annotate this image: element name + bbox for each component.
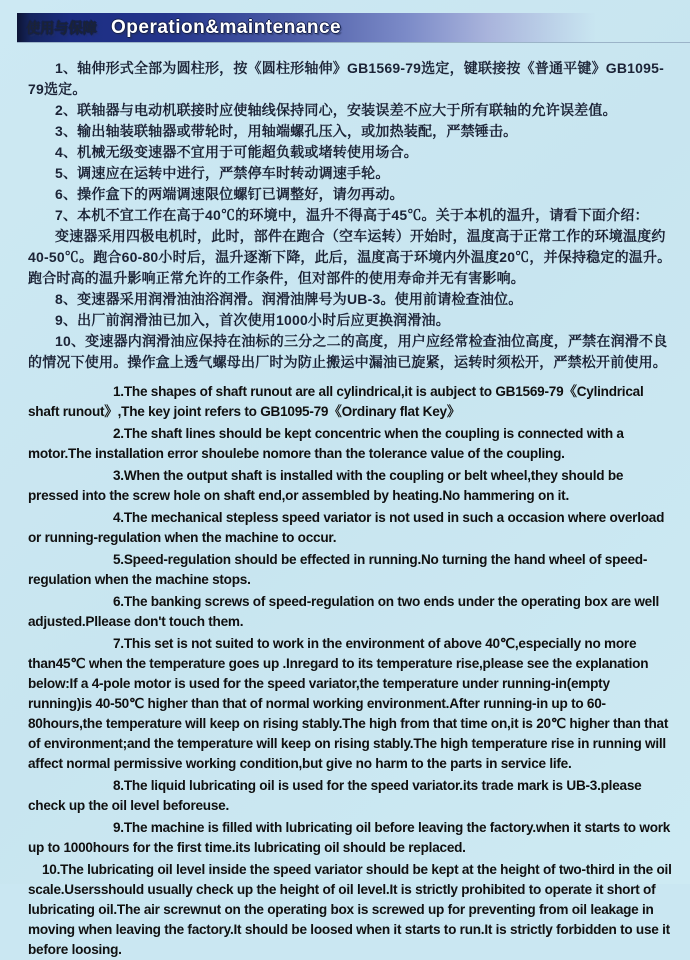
page-body	[28, 58, 677, 960]
cn-item-2: 2、联轴器与电动机联接时应使轴线保持同心，安装误差不应大于所有联轴的允许误差值。	[55, 102, 617, 118]
en-item-4: 4.The mechanical stepless speed variator is not used in such a occasion where overload or running-regulation when the machine to occur.	[28, 510, 665, 545]
cn-item-7: 7、本机不宜工作在高于40℃的环境中，温升不得高于45℃。关于本机的温升，请看下面介绍：	[55, 207, 649, 223]
en-item-1: 1.The shapes of shaft runout are all cylindrical,it is aubject to GB1569-79《Cylindrical shaft runout》,The key joint refers to GB1095-79《Ordinary flat Key》	[28, 384, 644, 419]
en-item-6: 6.The banking screws of speed-regulation on two ends under the operating box are well adjusted.Pllease don't touch them.	[28, 594, 660, 629]
cn-item-5: 5、调速应在运转中进行，严禁停车时转动调速手轮。	[55, 165, 390, 181]
section-header-banner	[17, 13, 690, 42]
en-item-8: 8.The liquid lubricating oil is used for the speed variator.its trade mark is UB-3.please check up the oil level beforeuse.	[28, 778, 642, 813]
en-item-7: 7.This set is not suited to work in the environment of above 40℃,especially no more than45℃ when the temperature goes up .Inregard to its temperature rise,please see the explanation below:If a 4-pole motor is used for the speed variator,the temperature under running-in(empty running)is 40-50℃ higher than that of normal working environment.After running-in up to 60-80hours,the temperature will keep on rising stably.The high from that time on,it is 20℃ higher than that of environment;and the temperature will keep on rising stably.The high temperature rise in running will affect normal permissive working condition,but give no harm to the parts in service life.	[28, 636, 669, 771]
cn-item-7-note: 变速器采用四极电机时，此时，部件在跑合（空车运转）开始时，温度高于正常工作的环境温度约40-50℃。跑合60-80小时后，温升逐渐下降，此后，温度高于环境内外温度20℃，并保持稳定的温升。跑合时高的温升影响正常允许的工作条件，但对部件的使用寿命并无有害影响。	[28, 228, 672, 286]
cn-item-4: 4、机械无级变速器不宜用于可能超负载或堵转使用场合。	[55, 144, 418, 160]
en-item-5: 5.Speed-regulation should be effected in running.No turning the hand wheel of speed-regulation when the machine stops.	[28, 552, 648, 587]
cn-item-9: 9、出厂前润滑油已加入，首次使用1000小时后应更换润滑油。	[55, 312, 450, 328]
section-title-chinese: 使用与保障	[26, 19, 97, 36]
cn-item-3: 3、输出轴装联轴器或带轮时，用轴端螺孔压入，或加热装配，严禁锤击。	[55, 123, 518, 139]
en-item-10: 10.The lubricating oil level inside the speed variator should be kept at the height of two-third in the oil scale.Usersshould usually check up the height of oil level.It is strictly prohibited to operate it short of lubricating oil.The air screwnut on the operating box is screwed up for preventing from oil leakage in moving when leaving the factory.It should be loosed when it starts to run.It is strictly forbidden to use it before loosing.	[28, 862, 672, 957]
section-title	[17, 17, 341, 39]
cn-item-1: 1、轴伸形式全部为圆柱形，按《圆柱形轴伸》GB1569-79选定，键联接按《普通平键》GB1095-79选定。	[28, 60, 664, 97]
cn-item-10: 10、变速器内润滑油应保持在油标的三分之二的高度，用户应经常检查油位高度，严禁在润滑不良的情况下使用。操作盒上透气螺母出厂时为防止搬运中漏油已旋紧，运转时须松开，严禁松开前使用。	[28, 333, 668, 370]
en-item-2: 2.The shaft lines should be kept concentric when the coupling is connected with a motor.The installation error shoulebe nomore than the tolerance value of the coupling.	[28, 426, 624, 461]
en-item-9: 9.The machine is filled with lubricating oil before leaving the factory.when it starts to work up to 1000hours for the first time.its lubricating oil should be replaced.	[28, 820, 671, 855]
en-item-3: 3.When the output shaft is installed with the coupling or belt wheel,they should be pressed into the screw hole on shaft end,or assembled by heating.No hammering on it.	[28, 468, 624, 503]
cn-item-8: 8、变速器采用润滑油油浴润滑。润滑油牌号为UB-3。使用前请检查油位。	[55, 291, 523, 307]
cn-item-6: 6、操作盒下的两端调速限位螺钉已调整好，请勿再动。	[55, 186, 404, 202]
section-title-english: Operation&maintenance	[111, 16, 342, 38]
